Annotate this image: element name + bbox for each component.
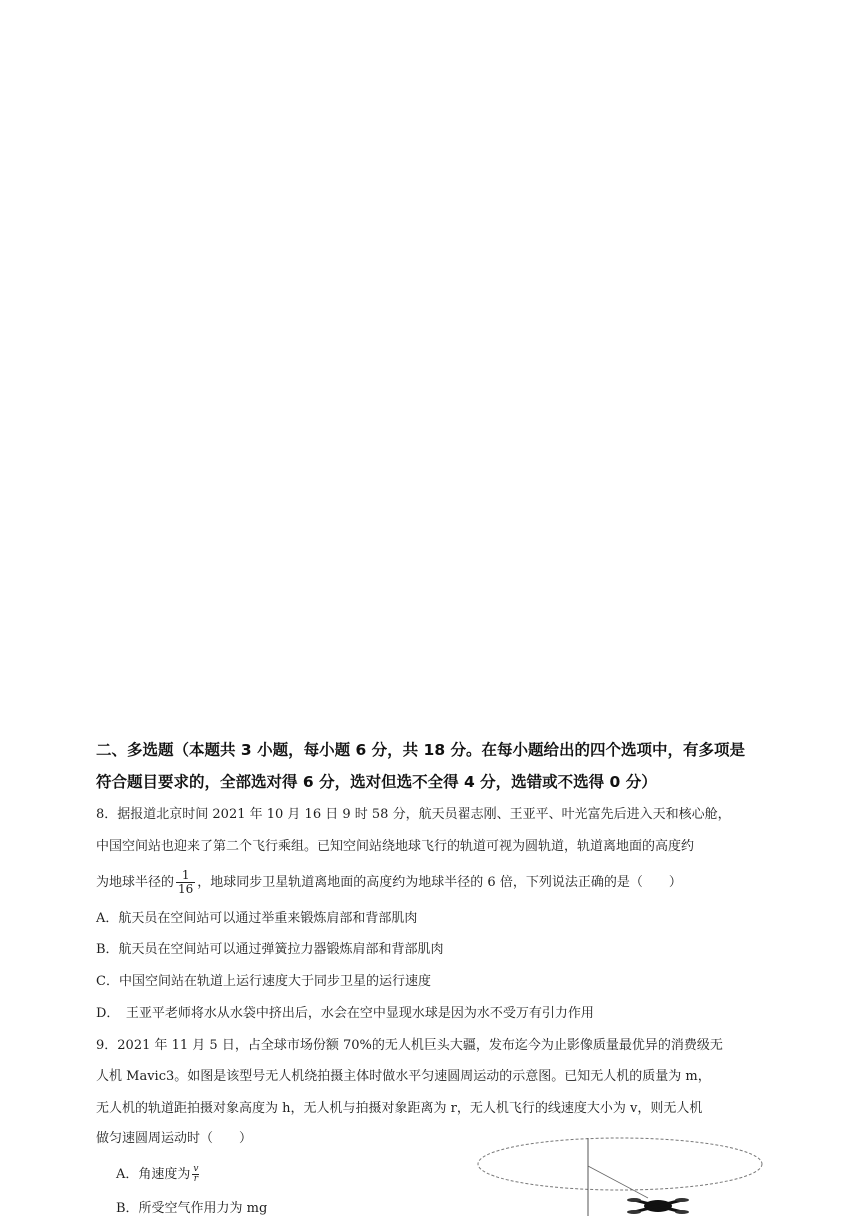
q8-fraction [176, 869, 195, 896]
q8-line1: 8．据报道北京时间 2021 年 10 月 16 日 9 时 58 分，航天员翟志刚、王亚平、叶光富先后进入天和核心舱， [96, 807, 731, 822]
q9-line4: 做匀速圆周运动时（ ） [96, 1131, 253, 1146]
q8-fraction-denominator: 16 [178, 882, 194, 896]
drone-orbit-svg [470, 1130, 770, 1216]
q8-option-a: A．航天员在空间站可以通过举重来锻炼肩部和背部肌肉 [96, 911, 418, 926]
section-heading-line2: 符合题目要求的，全部选对得 6 分，选对但选不全得 4 分，选错或不选得 0 分） [96, 773, 657, 791]
q9-option-b: B．所受空气作用力为 mg [116, 1201, 268, 1216]
q8-line2: 中国空间站也迎来了第二个飞行乘组。已知空间站绕地球飞行的轨道可视为圆轨道，轨道离地面的高度约 [96, 839, 695, 854]
q9-line3: 无人机的轨道距拍摄对象高度为 h，无人机与拍摄对象距离为 r，无人机飞行的线速度大小为 v，则无人机 [96, 1101, 703, 1116]
q9-option-a-pre: A．角速度为 [116, 1167, 191, 1182]
drone-icon [627, 1198, 689, 1214]
drone-orbit-diagram [470, 1130, 770, 1216]
q8-fraction-numerator: 1 [176, 869, 195, 883]
q8-line3 [96, 866, 682, 900]
q8-option-b: B．航天员在空间站可以通过弹簧拉力器锻炼肩部和背部肌肉 [96, 942, 444, 957]
q9-option-a-numerator: v [193, 1164, 199, 1174]
q8-option-d: D． 王亚平老师将水从水袋中挤出后，水会在空中显现水球是因为水不受万有引力作用 [96, 1006, 594, 1021]
section-heading-line1: 二、多选题（本题共 3 小题，每小题 6 分，共 18 分。在每小题给出的四个选项中，有多项是 [96, 741, 746, 759]
orbit-ellipse [478, 1138, 762, 1190]
slant-line [588, 1166, 648, 1198]
q9-option-a-fraction [192, 1165, 199, 1184]
q9-option-a-denominator: r [193, 1174, 199, 1184]
q8-option-c: C．中国空间站在轨道上运行速度大于同步卫星的运行速度 [96, 974, 431, 989]
q8-line3-pre: 为地球半径的 [96, 875, 175, 890]
q8-line3-post: ，地球同步卫星轨道离地面的高度约为地球半径的 6 倍，下列说法正确的是（ ） [197, 875, 682, 890]
q9-option-a [116, 1160, 201, 1190]
q9-line1: 9．2021 年 11 月 5 日，占全球市场份额 70%的无人机巨头大疆，发布迄今为止影像质量最优异的消费级无 [96, 1038, 723, 1053]
q9-line2: 人机 Mavic3。如图是该型号无人机绕拍摄主体时做水平匀速圆周运动的示意图。已知无人机的质量为 m， [96, 1069, 711, 1084]
